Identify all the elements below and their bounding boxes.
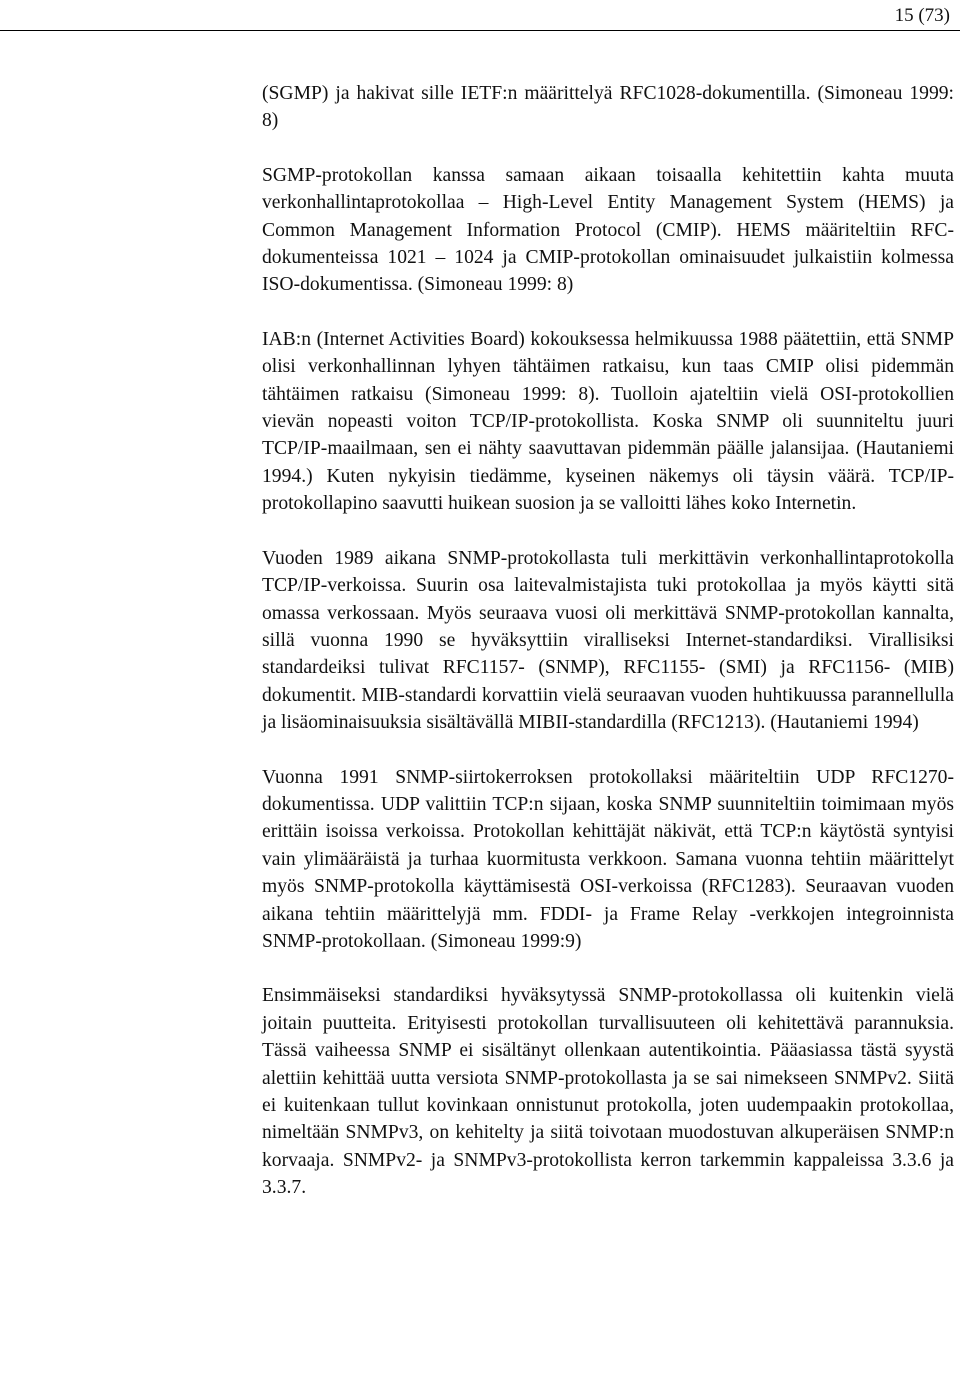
paragraph-1989-1990: Vuoden 1989 aikana SNMP-protokollasta tuli merkittävin verkonhallintaprotokolla TCP/IP-verkoissa. Suurin osa laitevalmistajista tuki protokollaa ja myös käytti sitä omassa verkossaan. Myös seuraava vuosi oli merkittävä SNMP-protokollan kannalta, sillä vuonna 1990 se hyväksyttiin viralliseksi Internet-standardiksi. Virallisiksi standardeiksi tulivat RFC1157- (SNMP), RFC1155- (SMI) ja RFC1156- (MIB) dokumentit. MIB-standardi korvattiin vielä seuraavan vuoden huhtikuussa parannellulla ja lisäominaisuuksia sisältävällä MIBII-standardilla (RFC1213). (Hautaniemi 1994) [262,547,954,734]
paragraph-sgmp-intro: (SGMP) ja hakivat sille IETF:n määrittelyä RFC1028-dokumentilla. (Simoneau 1999: 8) [262,83,954,132]
paragraph-hems-cmip: SGMP-protokollan kanssa samaan aikaan toisaalla kehitettiin kahta muuta verkonhallintaprotokollaa – High-Level Entity Management System (HEMS) ja Common Management Information Protocol (CMIP). HEMS määriteltiin RFC-dokumenteissa 1021 – 1024 ja CMIP-protokollan ominaisuudet julkaistiin kolmessa ISO-dokumentissa. (Simoneau 1999: 8) [262,164,954,296]
paragraph-1991-udp: Vuonna 1991 SNMP-siirtokerroksen protokollaksi määriteltiin UDP RFC1270-dokumentissa. UDP valittiin TCP:n sijaan, koska SNMP suunniteltiin toimimaan myös erittäin isoissa verkoissa. Protokollan kehittäjät näkivät, että TCP:n käytöstä syntyisi vain ylimääräistä ja turhaa kuormitusta verkkoon. Samana vuonna tehtiin määrittelyt myös SNMP-protokolla käyttämisestä OSI-verkoissa (RFC1283). Seuraavan vuoden aikana tehtiin määrittelyjä mm. FDDI- ja Frame Relay -verkkojen integroinnista SNMP-protokollaan. (Simoneau 1999:9) [262,766,954,952]
document-body [262,80,954,1202]
page-number: 15 (73) [894,5,950,26]
paragraph-snmpv2-v3: Ensimmäiseksi standardiksi hyväksytyssä SNMP-protokollassa oli kuitenkin vielä joitain puutteita. Erityisesti protokollan turvallisuuteen oli kehitettävä parannuksia. Tässä vaiheessa SNMP ei sisältänyt ollenkaan autentikointia. Pääasiassa tästä syystä alettiin kehittää uutta versiota SNMP-protokollasta ja se sai nimekseen SNMPv2. Siitä ei kuitenkaan tullut kovinkaan onnistunut protokolla, joten uudempaakin protokollaa, nimeltään SNMPv3, on kehitelty ja siitä toivotaan muodostuvan alkuperäisen SNMP:n korvaaja. SNMPv2- ja SNMPv3-protokollista kerron tarkemmin kappaleissa 3.3.6 ja 3.3.7. [262,985,954,1199]
header-divider [0,30,960,31]
paragraph-iab-meeting: IAB:n (Internet Activities Board) kokouksessa helmikuussa 1988 päätettiin, että SNMP olisi verkonhallinnan lyhyen tähtäimen ratkaisu, kun taas CMIP olisi pidemmän tähtäimen ratkaisu (Simoneau 1999: 8). Tuolloin ajateltiin vielä OSI-protokollien vievän nopeasti voiton TCP/IP-protokollista. Koska SNMP oli suunniteltu juuri TCP/IP-maailmaan, sen ei nähty saavuttavan pidemmän päälle jalansijaa. (Hautaniemi 1994.) Kuten nykyisin tiedämme, kyseinen näkemys oli täysin väärä. TCP/IP-protokollapino saavutti huikean suosion ja se valloitti lähes koko Internetin. [262,328,954,515]
